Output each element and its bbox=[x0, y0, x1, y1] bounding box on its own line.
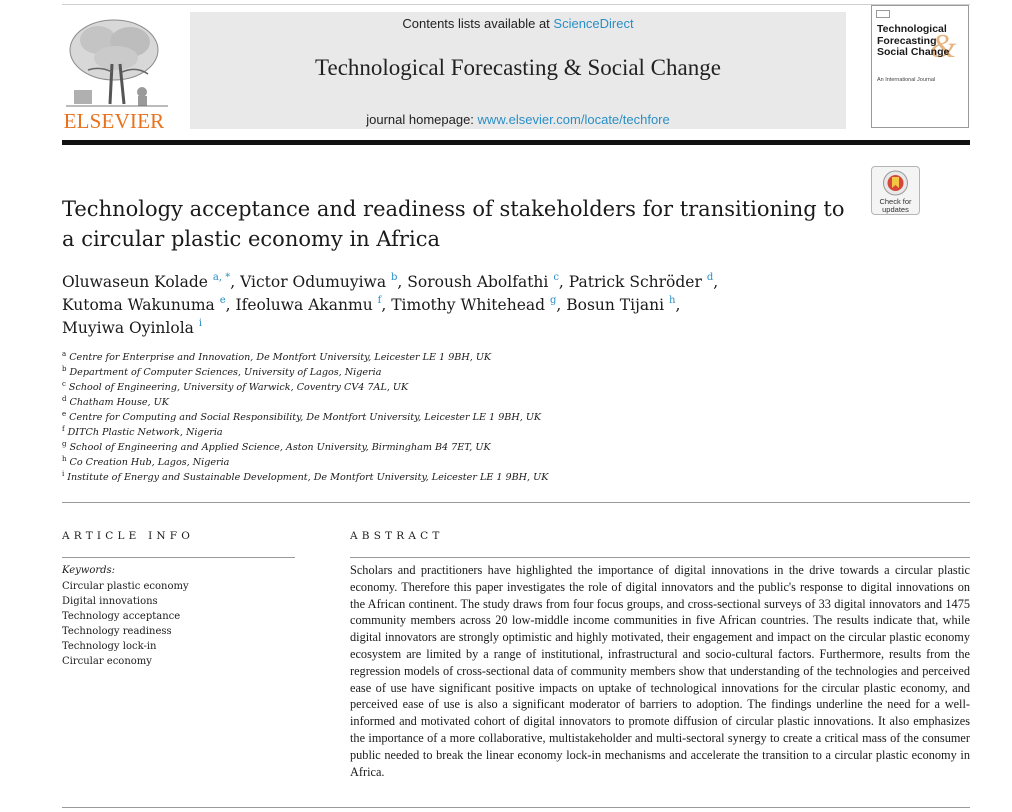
author-name[interactable]: Bosun Tijani bbox=[566, 296, 665, 314]
affiliation-item bbox=[62, 367, 381, 378]
affiliation-text: Centre for Computing and Social Responsibility, De Montfort University, Leicester LE 1 9BH, UK bbox=[69, 412, 542, 423]
author-affiliation-mark[interactable]: d bbox=[706, 272, 714, 283]
affiliation-text: Co Creation Hub, Lagos, Nigeria bbox=[69, 457, 230, 468]
affiliation-key: b bbox=[62, 365, 67, 373]
author-affiliation-mark[interactable]: h bbox=[669, 295, 676, 306]
section-divider bbox=[62, 502, 970, 503]
affiliation-key: g bbox=[62, 440, 67, 448]
affiliation-key: f bbox=[62, 425, 65, 433]
author-separator: , bbox=[397, 273, 408, 291]
author-separator: , bbox=[675, 296, 681, 314]
affiliation-key: i bbox=[62, 470, 65, 478]
homepage-line bbox=[190, 112, 846, 127]
keyword-item: Digital innovations bbox=[62, 596, 158, 607]
author-affiliation-mark[interactable]: e bbox=[219, 295, 226, 306]
author-separator: , bbox=[225, 296, 236, 314]
affiliation-text: Department of Computer Sciences, University of Lagos, Nigeria bbox=[69, 367, 382, 378]
affiliation-item bbox=[62, 352, 491, 363]
affiliation-key: c bbox=[62, 380, 66, 388]
header-divider bbox=[62, 140, 970, 145]
journal-title: Technological Forecasting & Social Change bbox=[315, 55, 721, 80]
bottom-rule bbox=[62, 807, 970, 808]
keyword-list bbox=[62, 579, 189, 669]
article-title: Technology acceptance and readiness of stakeholders for transitioning to a circular plastic economy in Africa bbox=[62, 197, 845, 251]
contents-prefix: Contents lists available at bbox=[402, 16, 554, 31]
affiliation-item bbox=[62, 412, 541, 423]
keyword-item: Technology readiness bbox=[62, 626, 172, 637]
abstract-rule bbox=[350, 557, 970, 558]
affiliation-text: School of Engineering, University of Warwick, Coventry CV4 7AL, UK bbox=[68, 382, 409, 393]
keyword-item: Circular economy bbox=[62, 656, 152, 667]
affiliation-item bbox=[62, 397, 169, 408]
keywords-label: Keywords: bbox=[62, 565, 116, 576]
abstract-heading: ABSTRACT bbox=[350, 530, 444, 542]
sciencedirect-link[interactable]: ScienceDirect bbox=[553, 16, 634, 31]
author-separator: , bbox=[230, 273, 241, 291]
check-label-line2: updates bbox=[882, 205, 909, 214]
affiliation-item bbox=[62, 457, 229, 468]
affiliation-text: School of Engineering and Applied Science, Aston University, Birmingham B4 7ET, UK bbox=[69, 442, 491, 453]
author-separator: , bbox=[558, 273, 569, 291]
check-label-line1: Check for bbox=[879, 197, 912, 206]
author-name[interactable]: Ifeoluwa Akanmu bbox=[235, 296, 373, 314]
author-name[interactable]: Victor Odumuyiwa bbox=[240, 273, 387, 291]
cover-top-bar bbox=[872, 6, 968, 18]
journal-header bbox=[190, 12, 846, 129]
bookmark-icon bbox=[872, 167, 919, 199]
author-name[interactable]: Muyiwa Oyinlola bbox=[62, 319, 194, 337]
author-affiliation-mark[interactable]: g bbox=[549, 295, 557, 306]
author-name[interactable]: Kutoma Wakunuma bbox=[62, 296, 215, 314]
affiliation-text: DITCh Plastic Network, Nigeria bbox=[67, 427, 223, 438]
affiliation-item bbox=[62, 442, 491, 453]
homepage-link[interactable]: www.elsevier.com/locate/techfore bbox=[477, 112, 670, 127]
journal-cover[interactable] bbox=[871, 5, 969, 128]
check-label bbox=[872, 198, 919, 214]
author-affiliation-mark[interactable]: f bbox=[377, 295, 382, 306]
affiliation-item bbox=[62, 427, 223, 438]
cover-subtitle: An International Journal bbox=[877, 77, 936, 83]
check-for-updates-button[interactable] bbox=[871, 166, 920, 215]
author-affiliation-mark[interactable]: a, * bbox=[212, 272, 231, 283]
affiliation-key: h bbox=[62, 455, 67, 463]
affiliation-key: a bbox=[62, 350, 67, 358]
cover-title: Technological Forecasting Social Change bbox=[877, 23, 950, 58]
contents-line bbox=[190, 16, 846, 31]
affiliation-text: Centre for Enterprise and Innovation, De Montfort University, Leicester LE 1 9BH, UK bbox=[69, 352, 492, 363]
top-rule bbox=[62, 4, 970, 5]
elsevier-wordmark: ELSEVIER bbox=[63, 109, 165, 133]
author-name[interactable]: Soroush Abolfathi bbox=[407, 273, 549, 291]
affiliation-text: Institute of Energy and Sustainable Development, De Montfort University, Leicester LE 1 9BH, UK bbox=[67, 472, 549, 483]
article-info-rule bbox=[62, 557, 295, 558]
author-affiliation-mark[interactable]: i bbox=[198, 318, 203, 329]
author-name[interactable]: Oluwaseun Kolade bbox=[62, 273, 208, 291]
author-list bbox=[62, 271, 922, 340]
affiliation-key: e bbox=[62, 410, 67, 418]
homepage-prefix: journal homepage: bbox=[366, 112, 478, 127]
author-affiliation-mark[interactable]: c bbox=[553, 272, 559, 283]
author-name[interactable]: Timothy Whitehead bbox=[391, 296, 546, 314]
keyword-item: Technology acceptance bbox=[62, 611, 181, 622]
article-info-heading: ARTICLE INFO bbox=[62, 530, 195, 542]
keyword-item: Technology lock-in bbox=[62, 641, 157, 652]
cover-ampersand: & bbox=[930, 28, 957, 65]
author-separator: , bbox=[381, 296, 392, 314]
affiliation-text: Chatham House, UK bbox=[69, 397, 169, 408]
author-separator: , bbox=[713, 273, 719, 291]
affiliation-key: d bbox=[62, 395, 67, 403]
affiliation-item bbox=[62, 472, 548, 483]
abstract-text: Scholars and practitioners have highlighted the importance of digital innovations in the drive towards a circular plastic economy. Therefore this paper investigates the role of digital innovators and the public's response to digital innovations on the African continent. The study draws from four focus groups, and cross-sectional surveys of 33 digital innovators and 1475 community members across 20 low-middle income communities in five African countries. The results indicate that, while digital innovators are strongly optimistic and highly motivated, their engagement and impact on the circular plastic economy ecosystem are limited by a range of institutional, infrastructural and socio-cultural factors. Furthermore, results from the regression models of cross-sectional data of community members show that understanding of the technologies and perceived ease of use have significant positive impacts on uptake of technological innovations for the circular plastic economy, and perceived ease of use is also a significant moderator of barriers to adoption. The findings underline the need for a well-informed and motivated cohort of digital innovators to promote diffusion of circular plastic innovations. It also emphasizes the importance of a more collaborative, multistakeholder and multi-sectoral synergy to create a critical mass of the consumer public needed to break the linear economy lock-in mechanisms and accelerate the transition to a circular plastic economy in Africa. bbox=[350, 563, 970, 779]
author-separator: , bbox=[556, 296, 567, 314]
author-affiliation-mark[interactable]: b bbox=[391, 272, 398, 283]
affiliation-item bbox=[62, 382, 408, 393]
author-name[interactable]: Patrick Schröder bbox=[568, 273, 702, 291]
keyword-item: Circular plastic economy bbox=[62, 581, 189, 592]
